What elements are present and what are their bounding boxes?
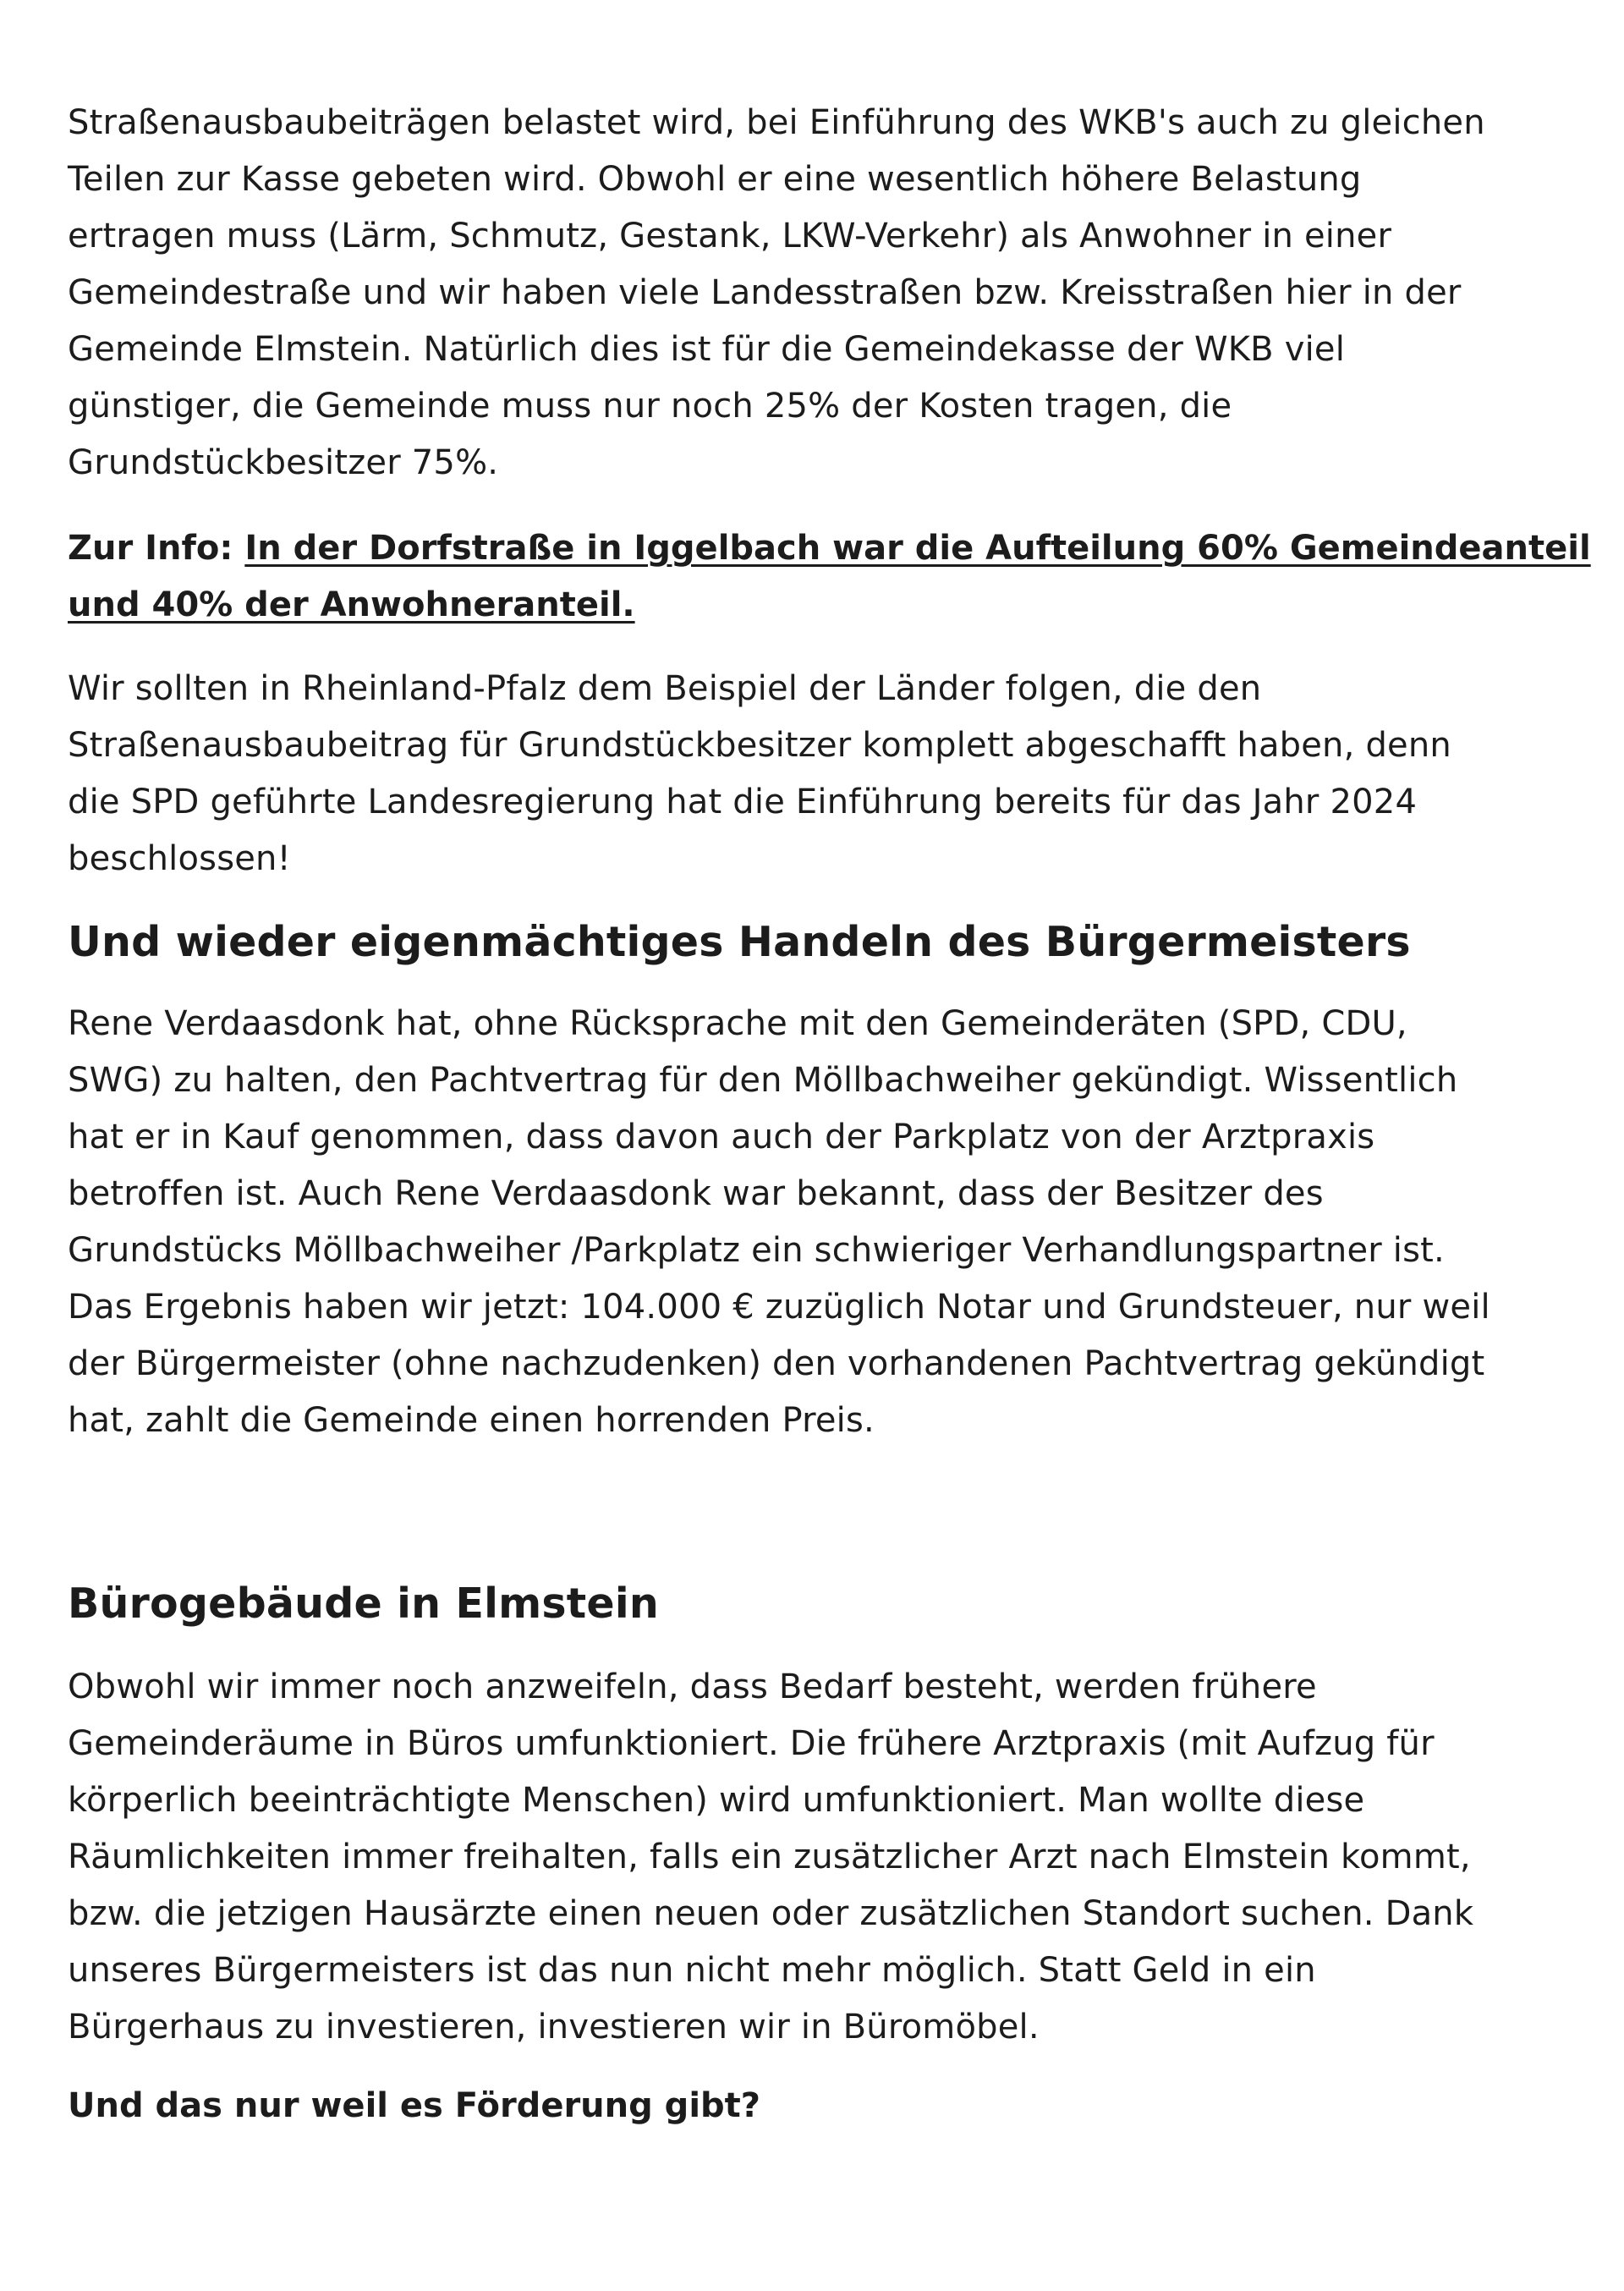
text-line: körperlich beeinträchtigte Menschen) wird umfunktioniert. Man wollte diese — [68, 1781, 1365, 1820]
closing-question: Und das nur weil es Förderung gibt? — [68, 2086, 760, 2125]
text-line: Wir sollten in Rheinland-Pfalz dem Beispiel der Länder folgen, die den — [68, 669, 1262, 708]
info-line-2 — [68, 577, 1556, 634]
text-line: Gemeindestraße und wir haben viele Landesstraßen bzw. Kreisstraßen hier in der — [68, 273, 1462, 312]
text-line: Bürgerhaus zu investieren, investieren wir in Büromöbel. — [68, 2008, 1040, 2047]
text-line: günstiger, die Gemeinde muss nur noch 25% der Kosten tragen, die — [68, 387, 1232, 426]
document-page — [68, 85, 1591, 2134]
text-line: Straßenausbaubeiträgen belastet wird, bei Einführung des WKB's auch zu gleichen — [68, 103, 1485, 142]
text-line: bzw. die jetzigen Hausärzte einen neuen oder zusätzlichen Standort suchen. Dank — [68, 1894, 1474, 1933]
text-line: ertragen muss (Lärm, Schmutz, Gestank, LKW-Verkehr) als Anwohner in einer — [68, 217, 1392, 255]
text-line: beschlossen! — [68, 839, 291, 878]
text-line: hat, zahlt die Gemeinde einen horrenden Preis. — [68, 1401, 875, 1440]
text-line: Obwohl wir immer noch anzweifeln, dass Bedarf besteht, werden frühere — [68, 1667, 1317, 1706]
info-underlined-text: In der Dorfstraße in Iggelbach war die Aufteilung 60% Gemeindeanteil — [244, 529, 1591, 568]
text-line: Räumlichkeiten immer freihalten, falls ein zusätzlicher Arzt nach Elmstein kommt, — [68, 1838, 1471, 1876]
info-note — [68, 520, 1591, 634]
info-underlined-text: und 40% der Anwohneranteil. — [68, 585, 635, 624]
buergermeister-paragraph — [68, 996, 1556, 1449]
info-label: Zur Info: — [68, 529, 233, 568]
rlp-paragraph — [68, 661, 1556, 887]
text-line: Gemeinderäume in Büros umfunktioniert. Die frühere Arztpraxis (mit Aufzug für — [68, 1724, 1435, 1763]
text-line: SWG) zu halten, den Pachtvertrag für den Möllbachweiher gekündigt. Wissentlich — [68, 1061, 1458, 1100]
intro-paragraph — [68, 95, 1556, 492]
text-line: die SPD geführte Landesregierung hat die Einführung bereits für das Jahr 2024 — [68, 783, 1418, 821]
text-line: Gemeinde Elmstein. Natürlich dies ist für die Gemeindekasse der WKB viel — [68, 330, 1346, 369]
text-line: hat er in Kauf genommen, dass davon auch der Parkplatz von der Arztpraxis — [68, 1118, 1375, 1156]
text-line: Grundstückbesitzer 75%. — [68, 443, 499, 482]
text-line: Grundstücks Möllbachweiher /Parkplatz ein schwieriger Verhandlungspartner ist. — [68, 1231, 1445, 1270]
section-heading-buerogebaeude: Bürogebäude in Elmstein — [68, 1580, 659, 1628]
info-line-1 — [68, 520, 1591, 577]
buerogebaeude-paragraph — [68, 1659, 1556, 2056]
text-line: Das Ergebnis haben wir jetzt: 104.000 € zuzüglich Notar und Grundsteuer, nur weil — [68, 1288, 1490, 1327]
text-line: betroffen ist. Auch Rene Verdaasdonk war bekannt, dass der Besitzer des — [68, 1174, 1324, 1213]
text-line: der Bürgermeister (ohne nachzudenken) den vorhandenen Pachtvertrag gekündigt — [68, 1344, 1485, 1383]
text-line: unseres Bürgermeisters ist das nun nicht mehr möglich. Statt Geld in ein — [68, 1951, 1316, 1990]
text-line: Straßenausbaubeitrag für Grundstückbesitzer komplett abgeschafft haben, denn — [68, 726, 1451, 765]
text-line: Rene Verdaasdonk hat, ohne Rücksprache mit den Gemeinderäten (SPD, CDU, — [68, 1004, 1407, 1043]
text-line: Teilen zur Kasse gebeten wird. Obwohl er eine wesentlich höhere Belastung — [68, 160, 1362, 199]
section-heading-buergermeister: Und wieder eigenmächtiges Handeln des Bürgermeisters — [68, 918, 1411, 966]
